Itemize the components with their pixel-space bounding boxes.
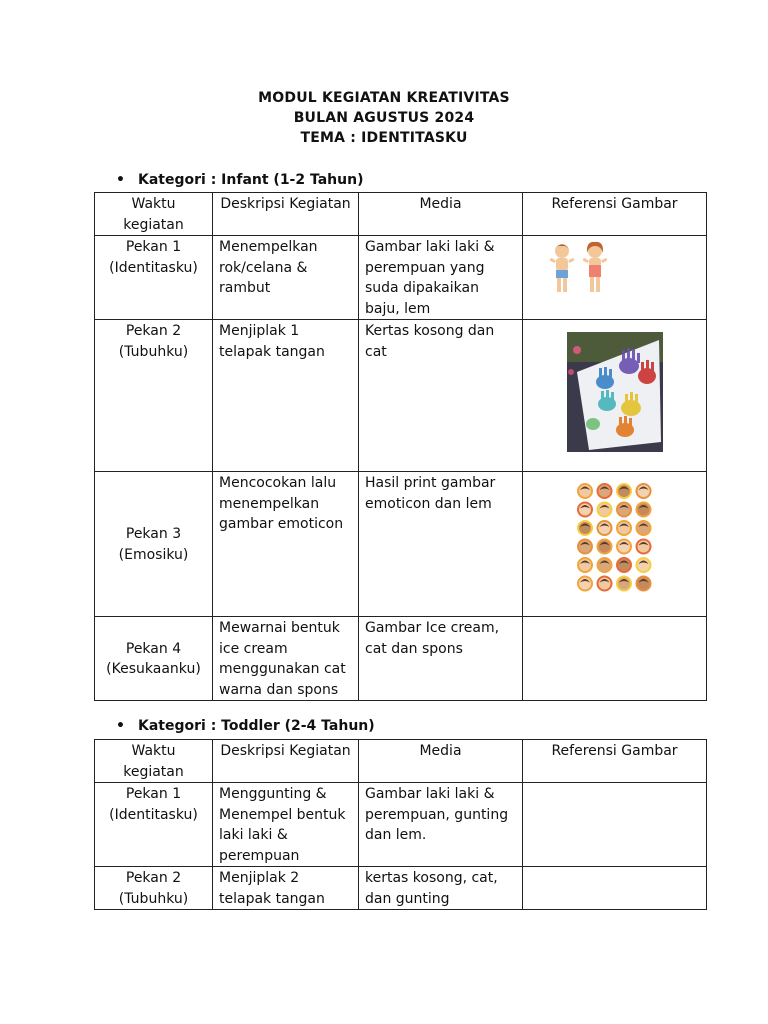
media-cell: Gambar laki laki & perempuan, gunting dan lem. — [359, 783, 523, 867]
emoticon-face — [616, 502, 632, 518]
emoticon-face — [616, 557, 632, 573]
week-cell — [95, 236, 213, 320]
emoticon-face — [577, 483, 593, 499]
boy-girl-illustration — [545, 240, 615, 298]
week-theme: (Tubuhku) — [118, 343, 189, 360]
activity-table-toddler — [94, 739, 707, 910]
description-cell: Menempelkan rok/celana & rambut — [213, 236, 359, 320]
category-infant — [116, 170, 363, 190]
table-row — [95, 236, 707, 320]
description-cell: Mewarnai bentuk ice cream menggunakan cat warna dan spons — [213, 617, 359, 701]
media-cell: Kertas kosong dan cat — [359, 320, 523, 472]
column-header: Waktu kegiatan — [95, 740, 213, 783]
handprint-painting-photo — [567, 332, 663, 452]
media-cell: Gambar Ice cream, cat dan spons — [359, 617, 523, 701]
emoticon-face — [635, 539, 651, 555]
reference-image-cell — [523, 236, 707, 320]
emoticon-face — [596, 502, 612, 518]
media-cell: Gambar laki laki & perempuan yang suda dipakaikan baju, lem — [359, 236, 523, 320]
category-label: Kategori : Infant (1-2 Tahun) — [138, 172, 364, 188]
category-label: Kategori : Toddler (2-4 Tahun) — [138, 718, 375, 734]
column-header: Media — [359, 740, 523, 783]
emoticon-grid — [575, 482, 655, 594]
header-theme: TEMA : IDENTITASKU — [300, 130, 468, 146]
table-row — [95, 472, 707, 617]
emoticon-face — [596, 520, 612, 536]
column-header: Referensi Gambar — [523, 193, 707, 236]
emoticon-face — [616, 483, 632, 499]
category-toddler — [116, 716, 375, 736]
emoticon-face — [596, 557, 612, 573]
emoticon-face — [635, 520, 651, 536]
bullet-icon: • — [116, 718, 125, 734]
column-header: Referensi Gambar — [523, 740, 707, 783]
week-label: Pekan 1 — [125, 239, 182, 255]
table-row — [95, 783, 707, 867]
reference-image-cell — [523, 783, 707, 867]
emoticon-face — [635, 557, 651, 573]
week-theme: (Tubuhku) — [118, 890, 189, 907]
media-cell: Hasil print gambar emoticon dan lem — [359, 472, 523, 617]
week-cell — [95, 320, 213, 472]
reference-image-cell — [523, 320, 707, 472]
emoticon-face — [616, 576, 632, 592]
reference-image-cell — [523, 472, 707, 617]
description-cell: Menjiplak 2 telapak tangan — [213, 867, 359, 910]
bullet-icon: • — [116, 172, 125, 188]
week-label: Pekan 2 — [125, 870, 182, 886]
activity-table-infant — [94, 192, 707, 701]
week-cell — [95, 783, 213, 867]
table-header-row — [95, 193, 707, 236]
week-cell — [95, 472, 213, 617]
emoticon-face — [577, 539, 593, 555]
emoticon-face — [577, 557, 593, 573]
column-header: Media — [359, 193, 523, 236]
table-row — [95, 320, 707, 472]
week-label: Pekan 4 — [125, 640, 182, 657]
week-theme: (Identitasku) — [109, 259, 198, 276]
header-month: BULAN AGUSTUS 2024 — [293, 110, 475, 126]
emoticon-face — [577, 502, 593, 518]
document-header — [0, 88, 768, 148]
reference-image-cell — [523, 617, 707, 701]
emoticon-face — [635, 502, 651, 518]
media-cell: kertas kosong, cat, dan gunting — [359, 867, 523, 910]
emoticon-face — [616, 520, 632, 536]
emoticon-face — [635, 483, 651, 499]
header-title: MODUL KEGIATAN KREATIVITAS — [258, 90, 510, 106]
week-label: Pekan 3 — [125, 526, 182, 542]
column-header: Deskripsi Kegiatan — [213, 193, 359, 236]
emoticon-face — [596, 539, 612, 555]
emoticon-face — [616, 539, 632, 555]
column-header: Waktu kegiatan — [95, 193, 213, 236]
description-cell: Menggunting & Menempel bentuk laki laki & perempuan — [213, 783, 359, 867]
emoticon-face — [596, 483, 612, 499]
table-row — [95, 617, 707, 701]
week-cell — [95, 867, 213, 910]
week-label: Pekan 2 — [125, 323, 182, 339]
reference-image-cell — [523, 867, 707, 910]
week-theme: (Identitasku) — [109, 806, 198, 823]
week-theme: (Kesukaanku) — [106, 661, 201, 677]
description-cell: Mencocokan lalu menempelkan gambar emoticon — [213, 472, 359, 617]
week-cell — [95, 617, 213, 701]
emoticon-face — [577, 520, 593, 536]
emoticon-face — [577, 576, 593, 592]
description-cell: Menjiplak 1 telapak tangan — [213, 320, 359, 472]
table-header-row — [95, 740, 707, 783]
table-row — [95, 867, 707, 910]
emoticon-face — [635, 576, 651, 592]
column-header: Deskripsi Kegiatan — [213, 740, 359, 783]
week-label: Pekan 1 — [125, 786, 182, 802]
emoticon-face — [596, 576, 612, 592]
week-theme: (Emosiku) — [118, 546, 189, 563]
